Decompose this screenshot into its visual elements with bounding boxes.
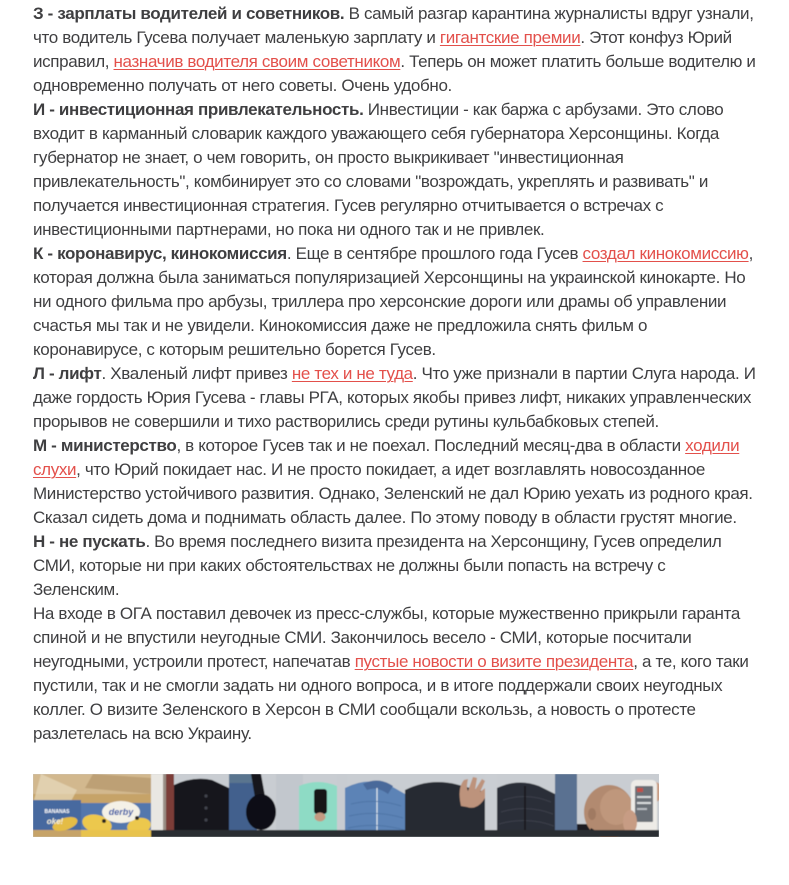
paragraph-lead: З - зарплаты водителей и советников. (33, 4, 345, 23)
paragraph-lead: М - министерство (33, 436, 177, 455)
paragraph-n-continuation: На входе в ОГА поставил девочек из пресс-службы, которые мужественно прикрыли гаранта спиной и не впустили неугодные СМИ. Закончилось весело - СМИ, которые посчитали неугодными, устроили протест, напечатав пустые новости о визите президента, а те, кого таки пустили, так и не смогли задать ни одного вопроса, и в итоге поддержали своих неугодных коллег. О визите Зеленского в Херсон в СМИ сообщали вскользь, а новость о протесте разлетелась на всю Украину. (33, 604, 749, 743)
paragraph-k-coronavirus: К - коронавирус, кинокомиссия. Еще в сентябре прошлого года Гусев создал кинокомиссию, которая должна была заниматься популяризацией Херсонщины на украинской кинокарте. Но ни одного фильма про арбузы, триллера про херсонские дороги или драмы об управлении счастья мы так и не увидели. Кинокомиссия даже не предложила снять фильм о коронавирусе, с которым решительно борется Гусев. (33, 244, 753, 359)
paragraph-m-ministry: М - министерство, в которое Гусев так и не поехал. Последний месяц-два в области ходили слухи, что Юрий покидает нас. И не просто покидает, а идет возглавлять новосозданное Министерство устойчивого развития. Однако, Зеленский не дал Юрию уехать из родного края. Сказал сидеть дома и поднимать область далее. По этому поводу в области грустят многие. (33, 436, 753, 527)
inline-link[interactable]: пустые новости о визите президента (354, 652, 634, 671)
inline-link[interactable]: назначив водителя своим советником (113, 52, 401, 71)
inline-link[interactable]: не тех и не туда (291, 364, 413, 383)
photo-box-label-bananas: BANANAS (44, 809, 70, 815)
protest-photo-illustration (33, 774, 659, 837)
paragraph-l-lift: Л - лифт. Хваленый лифт привез не тех и не туда. Что уже признали в партии Слуга народа. И даже гордость Юрия Гусева - главы РГА, которых якобы привез лифт, никаких управленческих прорывов не совершили и тихо растворились среди рутины кульбабковых степей. (33, 364, 756, 431)
paragraph-i-investment: И - инвестиционная привлекательность. Инвестиции - как баржа с арбузами. Это слово входит в карманный словарик каждого уважающего себя губернатора Херсонщины. Когда губернатор не знает, о чем говорить, он просто выкрикивает "инвестиционная привлекательность", комбинирует это со словами "возрождать, укреплять и развивать" и получается инвестиционная стратегия. Гусев регулярно отчитывается о встречах с инвестиционными партнерами, но пока ни одного так и не привлек. (33, 100, 724, 239)
inline-link[interactable]: ходили слухи (33, 436, 740, 479)
photo-box-label-derby: derby (108, 807, 134, 817)
paragraph-n-no-entry: Н - не пускать. Во время последнего визита президента на Херсонщину, Гусев определил СМИ, которые ни при каких обстоятельствах не должны были попасть на встречу с Зеленским. (33, 532, 722, 599)
paragraph-lead: К - коронавирус, кинокомиссия (33, 244, 287, 263)
article-photo (33, 774, 659, 837)
paragraph-lead: И - инвестиционная привлекательность. (33, 100, 364, 119)
inline-link[interactable]: создал кинокомиссию (582, 244, 749, 263)
inline-link[interactable]: гигантские премии (439, 28, 581, 47)
paragraph-lead: Н - не пускать (33, 532, 146, 551)
paragraph-lead: Л - лифт (33, 364, 102, 383)
paragraph-z-salaries: З - зарплаты водителей и советников. В самый разгар карантина журналисты вдруг узнали, что водитель Гусева получает маленькую зарплату и гигантские премии. Этот конфуз Юрий исправил, назначив водителя своим советником. Теперь он может платить больше водителю и одновременно получать от него советы. Очень удобно. (33, 4, 756, 95)
photo-box-label-oke: oke! (46, 817, 64, 826)
